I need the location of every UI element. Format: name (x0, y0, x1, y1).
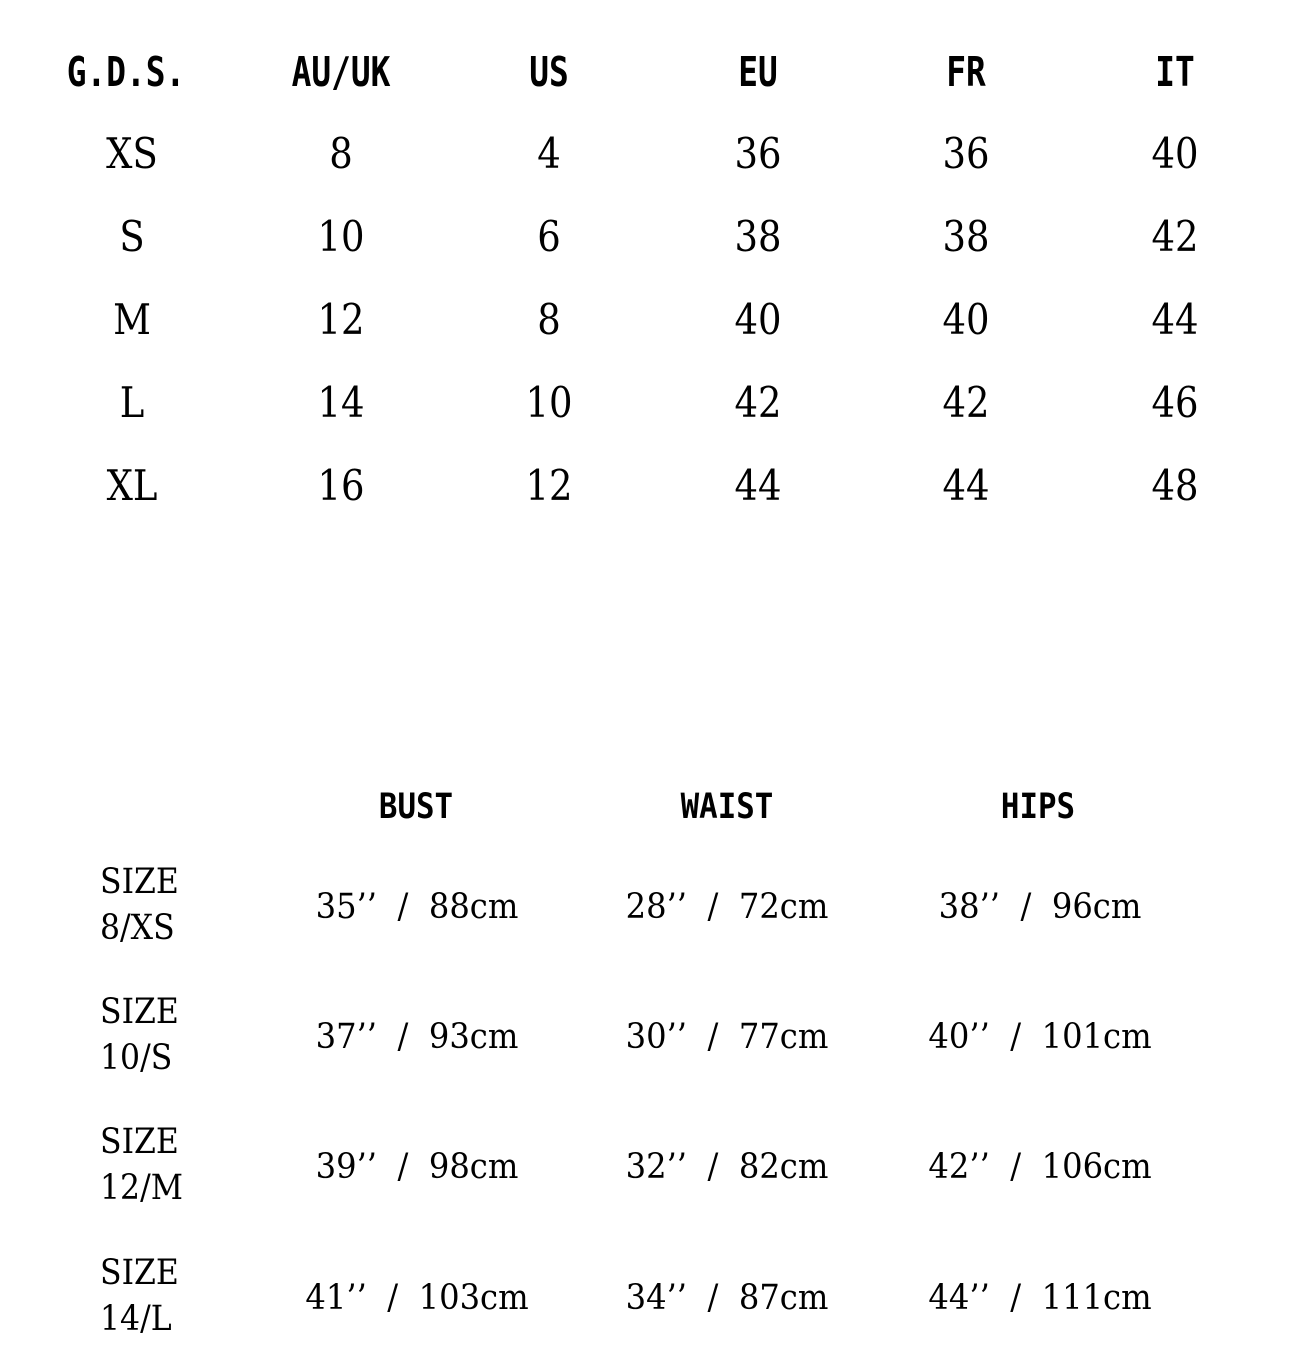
size-label-line1: SIZE (100, 862, 179, 902)
it-size: 44 (1151, 295, 1199, 344)
measurement-row (0, 859, 1314, 955)
size-label-line2: 8/XS (100, 908, 175, 948)
it-size: 46 (1151, 378, 1199, 427)
us-size: 6 (537, 212, 561, 261)
us-size: 12 (525, 461, 573, 510)
eu-size: 44 (734, 461, 782, 510)
conversion-row (0, 456, 1314, 516)
size-label (100, 989, 179, 1081)
size-label-line1: SIZE (100, 1122, 179, 1162)
gds-size: L (119, 378, 145, 427)
fr-size: 44 (942, 461, 990, 510)
size-label-line2: 14/L (100, 1299, 172, 1339)
size-label-line2: 10/S (100, 1038, 173, 1078)
au-uk-size: 10 (317, 212, 365, 261)
eu-size: 36 (734, 129, 782, 178)
measurement-row (0, 1119, 1314, 1215)
fr-size: 38 (942, 212, 990, 261)
hips-value: 40’’ / 101cm (928, 1017, 1152, 1057)
gds-size: XS (106, 129, 158, 178)
header-it: IT (1155, 48, 1195, 96)
fr-size: 36 (942, 129, 990, 178)
size-label-line1: SIZE (100, 1253, 179, 1293)
eu-size: 38 (734, 212, 782, 261)
it-size: 48 (1151, 461, 1199, 510)
size-label-line2: 12/M (100, 1168, 183, 1208)
header-fr: FR (946, 48, 986, 96)
hips-value: 38’’ / 96cm (938, 887, 1142, 927)
conversion-row (0, 124, 1314, 184)
us-size: 4 (537, 129, 561, 178)
conversion-header-row (0, 42, 1314, 102)
header-bust: BUST (378, 787, 454, 827)
us-size: 10 (525, 378, 573, 427)
header-eu: EU (738, 48, 778, 96)
eu-size: 40 (734, 295, 782, 344)
bust-value: 37’’ / 93cm (315, 1017, 519, 1057)
header-au-uk: AU/UK (291, 48, 391, 96)
measurement-row (0, 989, 1314, 1085)
size-label (100, 859, 179, 951)
hips-value: 44’’ / 111cm (928, 1278, 1152, 1318)
au-uk-size: 12 (317, 295, 365, 344)
header-us: US (529, 48, 569, 96)
bust-value: 35’’ / 88cm (315, 887, 519, 927)
it-size: 42 (1151, 212, 1199, 261)
it-size: 40 (1151, 129, 1199, 178)
gds-size: XL (106, 461, 158, 510)
size-label (100, 1250, 179, 1342)
waist-value: 32’’ / 82cm (625, 1147, 829, 1187)
eu-size: 42 (734, 378, 782, 427)
fr-size: 40 (942, 295, 990, 344)
header-hips: HIPS (1000, 787, 1076, 827)
waist-value: 28’’ / 72cm (625, 887, 829, 927)
size-label-line1: SIZE (100, 992, 179, 1032)
waist-value: 30’’ / 77cm (625, 1017, 829, 1057)
au-uk-size: 8 (329, 129, 353, 178)
conversion-row (0, 290, 1314, 350)
waist-value: 34’’ / 87cm (625, 1278, 829, 1318)
gds-size: M (113, 295, 151, 344)
bust-value: 39’’ / 98cm (315, 1147, 519, 1187)
gds-size: S (119, 212, 145, 261)
au-uk-size: 14 (317, 378, 365, 427)
measurement-header-row (0, 782, 1314, 832)
measurement-row (0, 1250, 1314, 1346)
size-label (100, 1119, 183, 1211)
header-waist: WAIST (680, 787, 774, 827)
fr-size: 42 (942, 378, 990, 427)
hips-value: 42’’ / 106cm (928, 1147, 1152, 1187)
bust-value: 41’’ / 103cm (305, 1278, 529, 1318)
header-gds: G.D.S. (66, 48, 186, 96)
au-uk-size: 16 (317, 461, 365, 510)
conversion-row (0, 373, 1314, 433)
conversion-row (0, 207, 1314, 267)
us-size: 8 (537, 295, 561, 344)
